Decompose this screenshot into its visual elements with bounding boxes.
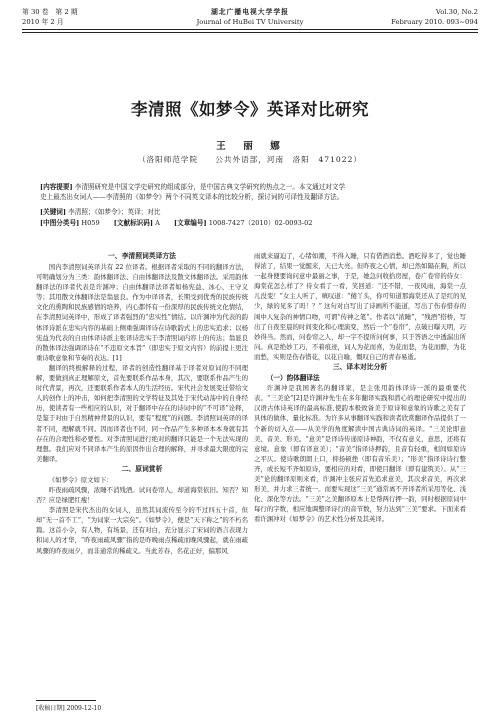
date-pages-en: February 2010. 093~094 xyxy=(391,18,478,26)
paragraph: 翻译的终极解释的过程，译者的创造性翻译基于译者对原词的不同理解，要做到真正理解原文，首先要联系作品本身，其次，要联系作品产生的时代背景，再次，还要联系作者本人的生活经历。宋代社会发展变迁带给文人的创作上的冲击，如何把李清照的文学特征及其处于宋代动荡中的自身经历，使读者有一些相应的认识，对于翻译中存在的诗词中的“不可译”诠释，是鉴于对由于自然精神背景的认识，要有“程度”的问题。李清照词英译的译者不同，理解就不同。因而译者也不同，同一作品产生多种译本本身就有其存在的合理性和必要性。对李清照词进行绝对的翻译只能是一个无法实现的理想。我们应对不同译本产生的原因作出合理的解释，并寻求最大限度的完美翻译。 xyxy=(36,363,248,463)
paragraph: 雨就来逼迫了，心绪如潮，不得入睡，只有借酒消愁。酒吃得多了，觉也睡得浓了，结果一觉醒来，天已大亮。但昨夜之心情，却已然如隔在胸，所以一起身便要询问意中最丽之事，于是，她急问收拾房屋，卷广卷帘的侍女：海棠花怎么样了？侍女看了一看，笑回道：“还不错，一夜风雨，海棠一点儿没变！”女主人听了，嗔叹道：“傻丫头，你可知道那海棠还从了是红的见少，绿的见多了吗！？” 这句对白写出了诗画所不能道，写出了伤春惜春的闺中人复杂的神情口吻，可谓“传神之笔”。作者以“浓睡”，“残酒”搭桥，写出了自夜至晨的时间变化和心理演变，然后一个“卷帘”，点破日曝天明，巧妙得当。然而，问卷帘之人，却一字不提所问何事，只于答语之中透漏出所问。真是绝妙工巧，不着痕迹，词人为花而喜，为花而悲，为花而醉，为花而愁，实则是伤春惜花，以花自喻，慨叹自己的青春易逝。 xyxy=(254,252,466,361)
author-name: 王 丽 娜 xyxy=(216,141,284,152)
doc-code-value: A xyxy=(155,219,160,227)
article-number-value: 1008-7427（2010）02-0093-02 xyxy=(208,219,313,227)
body-column-left xyxy=(36,251,248,556)
footnote-rule xyxy=(36,700,96,701)
keywords-label: [关键词] xyxy=(40,208,67,216)
keywords xyxy=(40,208,460,218)
journal-name-en: Journal of HuBei TV University xyxy=(196,18,304,26)
body-column-right xyxy=(254,251,466,524)
clc-value: H059 xyxy=(81,219,100,227)
paragraph: 《如梦令》原文如下： xyxy=(48,475,113,484)
abstract-text-1: 李清照研究是中国文学史研究的组成部分，是中国古典文学研究的热点之一。本文通过对文学 xyxy=(74,183,346,191)
classification-line xyxy=(40,219,460,229)
doc-code-label: [文献标识码] xyxy=(113,219,153,227)
running-header-top xyxy=(22,8,478,18)
clc-label: [中图分类号] xyxy=(40,219,80,227)
paragraph: 国内李清照词英译共有 22 位译者。根据译者采取的不同的翻译方法，可明确划分为三类：韵体翻译法、自由体翻译法及散文体翻译法。采用韵体翻译法的译者代表是许渊冲；自由体翻译法译者如杨宪益、冰心、王守义等；其用散文体翻译法是翁显良。作为中译译者，长期受到优秀的民族传统文化的熏陶和民族感情的培养，内心都怀有一份深厚的民族传统文化情结，在李清照词英译中，形成了译者强烈的“忠实性”情结。以许渊冲为代表的韵体译诗派在忠实内容的基础上侧重强调译诗在诗歌韵式上的忠实追求；以杨宪益为代表的自由体译诗派主张译诗忠实于李清照词内容上的传达；翁显良的散体译法强调译诗在“不违原文本旨”（即忠实于原文内容）的前提上更注重诗歌意象和节奏的表达。[1] xyxy=(36,263,248,362)
keywords-text: 李清照；《如梦令》；英译；对比 xyxy=(68,208,161,216)
abstract-label: [内容提要] xyxy=(40,183,73,191)
date-cn: 2010 年 2 月 xyxy=(22,18,64,26)
poem-text: 昨夜雨疏风骤，浓睡不消残酒。试问卷帘人，却道海棠依旧。知否？知否？应是绿肥红瘦！ xyxy=(36,485,248,505)
paragraph: 李清照是宋代杰出的女词人，虽然其词流传至今的不过四五十首，但却“无一首不工”，“为词家一大宗矣”。《如梦令》，便是“天下称之”的不朽名篇。这首小令，有人物，有场景，还有对白，充分显示了宋词的语言表现力和词人的才华，“昨夜雨疏风骤”指的是昨晚雨点稀疏而晚风骤起，就在雨疏风骤的昨夜雨夕，而非通常的稀疏义。当此芳春，名花正好，偏那风 xyxy=(36,506,248,555)
volume-issue-en: Vol.30, No.2 xyxy=(435,8,478,16)
section-heading-3: 三、译本对比分析 xyxy=(332,363,388,372)
header-rule xyxy=(22,29,478,30)
section-heading-1: 一、李清照词英译方法 xyxy=(108,252,176,260)
subsection-heading: （一）韵体翻译法 xyxy=(266,374,320,383)
received-date: [收稿日期] 2009-12-10 xyxy=(36,705,102,712)
abstract-text-2: 史上最杰出女词人——李清照的《如梦令》两个不同英文译本的比较分析，探讨词的可译性及翻译方法。 xyxy=(40,192,344,201)
article-title: 李清照《如梦令》英译对比研究 xyxy=(131,100,369,119)
header-rule-thin xyxy=(22,32,478,33)
paragraph: 许渊冲是我国著名的翻译家，是主张用韵体译诗一派的最重要代表。“三美论”[2]是许渊冲先生在多年翻译实践和潜心的理论研究中提出的汉语古体诗英译的最高标准,使韵本极致备美于原诗和意象的诗歌之美有了具体的做体，量化标准。为许多从事翻译实践和读者欣赏翻译作品提供了一个新的切入点——从美学的角度解读中国古典诗词的英译。“三美论即意美、音美、形美。“意美”是译诗传递原诗神韵，不仅有意义，意思，还将有意境。意象（即有译意美）；“音美”指译诗押韵，且音有轻重，相间如原诗之平仄。使诗歌朗朗上口，抑扬顿挫（即有音乐美）；“形美”指译诗诗行整齐，或长短不齐如原诗，要相应的对看，即使目翻译（即有建筑美）。从“三美”论的翻译原则来看，许渊冲主张应首先追求意美，其次求音美，再次求形美，并力求三者统一。而要实现这“三美”通常离不开译者所采用等化、浅化、深化等方法。“三美”之美翻译原本上是帮两行押一韵，同时根据原词中每行的字数，相应地调整译诗行的音节数，努力达到“三美”要求。下面来看看许渊冲对《如梦令》的艺术性分析及其英译。 xyxy=(254,384,466,524)
journal-name-cn: 湖北广播电视大学学报 xyxy=(211,8,289,16)
running-header-bottom xyxy=(22,18,478,28)
section-heading-2: 二、原词赏析 xyxy=(121,464,163,473)
abstract xyxy=(40,183,460,202)
volume-issue-cn: 第 30 卷 第 2 期 xyxy=(22,8,78,16)
author-affiliation: （洛阳师范学院 公共外语部，河南 洛阳 471022） xyxy=(137,155,363,164)
article-number-label: [文章编号] xyxy=(173,219,207,227)
